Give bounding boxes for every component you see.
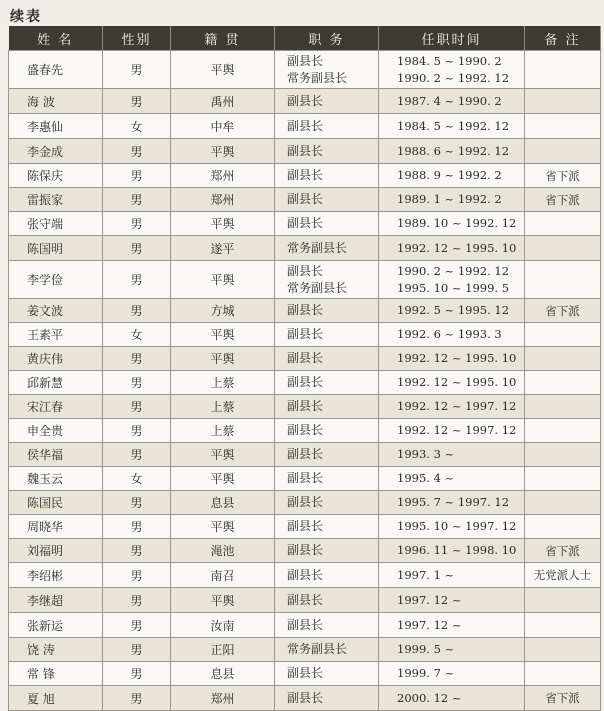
cell-term xyxy=(379,491,525,515)
cell-name: 魏玉云 xyxy=(9,467,103,491)
table-row xyxy=(9,236,601,261)
position-line: 副县长 xyxy=(287,327,324,341)
cell-position xyxy=(275,371,379,395)
cell-origin: 正阳 xyxy=(171,638,275,662)
cell-name: 王素平 xyxy=(9,323,103,347)
cell-name: 侯华福 xyxy=(9,443,103,467)
cell-name: 雷振家 xyxy=(9,188,103,212)
term-line: 1999. 5 ~ xyxy=(397,642,455,656)
cell-term xyxy=(379,164,525,188)
cell-position xyxy=(275,539,379,563)
term-line: 1992. 12 ~ 1995. 10 xyxy=(397,351,517,365)
cell-origin: 方城 xyxy=(171,299,275,323)
table-row xyxy=(9,323,601,347)
cell-gender: 女 xyxy=(103,114,171,139)
cell-term xyxy=(379,347,525,371)
table-row xyxy=(9,139,601,164)
cell-term xyxy=(379,261,525,299)
cell-gender: 男 xyxy=(103,662,171,686)
term-line: 1984. 5 ~ 1990. 2 xyxy=(397,53,502,68)
cell-note xyxy=(525,638,601,662)
cell-name: 李学俭 xyxy=(9,261,103,299)
cell-note: 省下派 xyxy=(525,299,601,323)
position-line: 副县长 xyxy=(287,93,324,108)
position-line: 副县长 xyxy=(287,118,324,133)
term-line: 1995. 10 ~ 1997. 12 xyxy=(397,519,517,533)
cell-term xyxy=(379,212,525,236)
header-origin: 籍 贯 xyxy=(171,26,275,51)
cell-term xyxy=(379,188,525,212)
continued-table-title: 续表 xyxy=(10,9,42,25)
cell-position xyxy=(275,323,379,347)
term-line: 1988. 9 ~ 1992. 2 xyxy=(397,168,502,182)
cell-position xyxy=(275,164,379,188)
cell-gender: 男 xyxy=(103,89,171,114)
cell-term xyxy=(379,395,525,419)
cell-note xyxy=(525,51,601,89)
term-line: 1990. 2 ~ 1992. 12 xyxy=(397,263,510,278)
table-row xyxy=(9,686,601,711)
cell-gender: 男 xyxy=(103,188,171,212)
table-row xyxy=(9,114,601,139)
position-line: 副县长 xyxy=(287,303,324,317)
cell-name: 刘福明 xyxy=(9,539,103,563)
cell-name: 申全贵 xyxy=(9,419,103,443)
header-position: 职 务 xyxy=(275,26,379,51)
cell-origin: 上蔡 xyxy=(171,419,275,443)
cell-origin: 上蔡 xyxy=(171,395,275,419)
cell-term xyxy=(379,563,525,588)
cell-origin: 汝南 xyxy=(171,613,275,638)
cell-name: 陈保庆 xyxy=(9,164,103,188)
term-line: 1992. 12 ~ 1995. 10 xyxy=(397,240,517,255)
cell-position xyxy=(275,515,379,539)
term-line: 1988. 6 ~ 1992. 12 xyxy=(397,143,510,158)
cell-name: 夏 旭 xyxy=(9,686,103,711)
cell-gender: 男 xyxy=(103,347,171,371)
cell-origin: 平舆 xyxy=(171,139,275,164)
position-line: 副县长 xyxy=(287,216,324,230)
cell-gender: 男 xyxy=(103,563,171,588)
position-line: 副县长 xyxy=(287,351,324,365)
term-line: 1987. 4 ~ 1990. 2 xyxy=(397,93,502,108)
cell-term xyxy=(379,686,525,711)
table-row xyxy=(9,164,601,188)
position-line: 副县长 xyxy=(287,617,324,632)
cell-origin: 平舆 xyxy=(171,515,275,539)
cell-note xyxy=(525,491,601,515)
cell-origin: 郑州 xyxy=(171,686,275,711)
position-line: 常务副县长 xyxy=(287,642,348,656)
cell-name: 常 锋 xyxy=(9,662,103,686)
table-row xyxy=(9,613,601,638)
cell-name: 陈国明 xyxy=(9,236,103,261)
cell-term xyxy=(379,323,525,347)
cell-term xyxy=(379,515,525,539)
term-line: 1996. 11 ~ 1998. 10 xyxy=(397,543,517,557)
cell-origin: 平舆 xyxy=(171,443,275,467)
term-line: 1992. 5 ~ 1995. 12 xyxy=(397,303,510,317)
cell-note xyxy=(525,323,601,347)
cell-name: 饶 涛 xyxy=(9,638,103,662)
cell-note xyxy=(525,515,601,539)
position-line: 副县长 xyxy=(287,690,324,705)
position-line: 副县长 xyxy=(287,666,324,680)
cell-origin: 渑池 xyxy=(171,539,275,563)
cell-term xyxy=(379,114,525,139)
position-line: 副县长 xyxy=(287,423,324,437)
cell-position xyxy=(275,89,379,114)
cell-origin: 平舆 xyxy=(171,588,275,613)
table-row xyxy=(9,443,601,467)
position-line: 副县长 xyxy=(287,263,324,278)
term-line: 1992. 12 ~ 1997. 12 xyxy=(397,423,517,437)
position-line: 副县长 xyxy=(287,447,324,461)
cell-position xyxy=(275,491,379,515)
cell-term xyxy=(379,51,525,89)
cell-note xyxy=(525,347,601,371)
cell-note xyxy=(525,588,601,613)
term-line: 1997. 12 ~ xyxy=(397,592,462,607)
cell-position xyxy=(275,299,379,323)
header-name: 姓 名 xyxy=(9,26,103,51)
table-row xyxy=(9,299,601,323)
cell-name: 邱新慧 xyxy=(9,371,103,395)
cell-term xyxy=(379,236,525,261)
cell-note xyxy=(525,212,601,236)
table-row xyxy=(9,188,601,212)
cell-gender: 女 xyxy=(103,323,171,347)
cell-origin: 平舆 xyxy=(171,261,275,299)
cell-note xyxy=(525,443,601,467)
table-row xyxy=(9,662,601,686)
cell-term xyxy=(379,299,525,323)
cell-gender: 男 xyxy=(103,371,171,395)
table-row xyxy=(9,51,601,89)
cell-note xyxy=(525,139,601,164)
position-line: 副县长 xyxy=(287,143,324,158)
table-body xyxy=(9,51,601,711)
cell-note: 省下派 xyxy=(525,686,601,711)
cell-origin: 郑州 xyxy=(171,164,275,188)
cell-gender: 男 xyxy=(103,491,171,515)
cell-origin: 平舆 xyxy=(171,51,275,89)
cell-gender: 男 xyxy=(103,299,171,323)
term-line: 1990. 2 ~ 1992. 12 xyxy=(397,70,510,85)
cell-name: 黄庆伟 xyxy=(9,347,103,371)
cell-position xyxy=(275,467,379,491)
cell-name: 张新运 xyxy=(9,613,103,638)
cell-note xyxy=(525,371,601,395)
cell-gender: 男 xyxy=(103,638,171,662)
cell-name: 李绍彬 xyxy=(9,563,103,588)
cell-position xyxy=(275,563,379,588)
cell-note: 省下派 xyxy=(525,188,601,212)
cell-gender: 女 xyxy=(103,467,171,491)
position-line: 副县长 xyxy=(287,168,324,182)
cell-term xyxy=(379,638,525,662)
page-top-strip xyxy=(0,0,604,24)
cell-term xyxy=(379,419,525,443)
cell-position xyxy=(275,261,379,299)
cell-position xyxy=(275,139,379,164)
cell-origin: 中牟 xyxy=(171,114,275,139)
header-term: 任职时间 xyxy=(379,26,525,51)
cell-name: 海 波 xyxy=(9,89,103,114)
cell-gender: 男 xyxy=(103,613,171,638)
position-line: 副县长 xyxy=(287,192,324,206)
cell-note: 无党派人士 xyxy=(525,563,601,588)
officials-table xyxy=(8,26,601,711)
cell-position xyxy=(275,443,379,467)
cell-name: 陈国民 xyxy=(9,491,103,515)
cell-position xyxy=(275,588,379,613)
cell-origin: 遂平 xyxy=(171,236,275,261)
cell-term xyxy=(379,613,525,638)
position-line: 副县长 xyxy=(287,53,324,68)
cell-gender: 男 xyxy=(103,539,171,563)
cell-origin: 禹州 xyxy=(171,89,275,114)
cell-origin: 南召 xyxy=(171,563,275,588)
cell-note xyxy=(525,89,601,114)
cell-position xyxy=(275,347,379,371)
term-line: 1997. 1 ~ xyxy=(397,567,455,582)
position-line: 副县长 xyxy=(287,543,324,557)
cell-name: 李继超 xyxy=(9,588,103,613)
cell-name: 宋江春 xyxy=(9,395,103,419)
position-line: 副县长 xyxy=(287,567,324,582)
header-gender: 性别 xyxy=(103,26,171,51)
cell-origin: 平舆 xyxy=(171,347,275,371)
cell-name: 姜文波 xyxy=(9,299,103,323)
position-line: 副县长 xyxy=(287,399,324,413)
cell-position xyxy=(275,188,379,212)
cell-gender: 男 xyxy=(103,164,171,188)
table-row xyxy=(9,89,601,114)
cell-origin: 平舆 xyxy=(171,212,275,236)
cell-gender: 男 xyxy=(103,51,171,89)
term-line: 1995. 4 ~ xyxy=(397,471,455,485)
position-line: 副县长 xyxy=(287,471,324,485)
cell-term xyxy=(379,89,525,114)
term-line: 1995. 10 ~ 1999. 5 xyxy=(397,280,510,295)
cell-origin: 息县 xyxy=(171,491,275,515)
cell-gender: 男 xyxy=(103,443,171,467)
cell-position xyxy=(275,419,379,443)
table-row xyxy=(9,261,601,299)
cell-name: 李金成 xyxy=(9,139,103,164)
table-row xyxy=(9,539,601,563)
term-line: 2000. 12 ~ xyxy=(397,690,462,705)
term-line: 1989. 10 ~ 1992. 12 xyxy=(397,216,517,230)
cell-gender: 男 xyxy=(103,236,171,261)
cell-gender: 男 xyxy=(103,419,171,443)
position-line: 副县长 xyxy=(287,375,324,389)
cell-note xyxy=(525,467,601,491)
position-line: 常务副县长 xyxy=(287,280,348,295)
table-row xyxy=(9,638,601,662)
cell-name: 张守端 xyxy=(9,212,103,236)
position-line: 常务副县长 xyxy=(287,240,348,255)
term-line: 1993. 3 ~ xyxy=(397,447,455,461)
cell-term xyxy=(379,539,525,563)
cell-note xyxy=(525,395,601,419)
term-line: 1992. 12 ~ 1997. 12 xyxy=(397,399,517,413)
position-line: 常务副县长 xyxy=(287,70,348,85)
table-row xyxy=(9,371,601,395)
table-row xyxy=(9,212,601,236)
cell-position xyxy=(275,51,379,89)
position-line: 副县长 xyxy=(287,495,324,509)
cell-name: 李惠仙 xyxy=(9,114,103,139)
cell-term xyxy=(379,467,525,491)
cell-note xyxy=(525,662,601,686)
cell-term xyxy=(379,371,525,395)
term-line: 1992. 12 ~ 1995. 10 xyxy=(397,375,517,389)
cell-note xyxy=(525,419,601,443)
table-row xyxy=(9,395,601,419)
cell-origin: 平舆 xyxy=(171,323,275,347)
table-row xyxy=(9,588,601,613)
cell-term xyxy=(379,139,525,164)
cell-note: 省下派 xyxy=(525,164,601,188)
header-note: 备 注 xyxy=(525,26,601,51)
cell-note: 省下派 xyxy=(525,539,601,563)
cell-gender: 男 xyxy=(103,395,171,419)
table-row xyxy=(9,491,601,515)
cell-position xyxy=(275,395,379,419)
cell-name: 周晓华 xyxy=(9,515,103,539)
term-line: 1989. 1 ~ 1992. 2 xyxy=(397,192,502,206)
cell-position xyxy=(275,613,379,638)
cell-note xyxy=(525,613,601,638)
cell-position xyxy=(275,212,379,236)
cell-note xyxy=(525,114,601,139)
table-row xyxy=(9,419,601,443)
cell-position xyxy=(275,114,379,139)
cell-name: 盛春先 xyxy=(9,51,103,89)
cell-position xyxy=(275,236,379,261)
cell-gender: 男 xyxy=(103,212,171,236)
cell-gender: 男 xyxy=(103,261,171,299)
table-row xyxy=(9,467,601,491)
cell-position xyxy=(275,638,379,662)
cell-note xyxy=(525,261,601,299)
cell-origin: 息县 xyxy=(171,662,275,686)
cell-gender: 男 xyxy=(103,139,171,164)
table-row xyxy=(9,347,601,371)
cell-note xyxy=(525,236,601,261)
term-line: 1992. 6 ~ 1993. 3 xyxy=(397,327,502,341)
cell-term xyxy=(379,443,525,467)
term-line: 1999. 7 ~ xyxy=(397,666,455,680)
cell-position xyxy=(275,686,379,711)
term-line: 1995. 7 ~ 1997. 12 xyxy=(397,495,510,509)
table-row xyxy=(9,515,601,539)
term-line: 1984. 5 ~ 1992. 12 xyxy=(397,118,510,133)
position-line: 副县长 xyxy=(287,519,324,533)
table-header-row xyxy=(9,26,601,51)
cell-gender: 男 xyxy=(103,515,171,539)
cell-origin: 郑州 xyxy=(171,188,275,212)
term-line: 1997. 12 ~ xyxy=(397,617,462,632)
position-line: 副县长 xyxy=(287,592,324,607)
cell-origin: 上蔡 xyxy=(171,371,275,395)
cell-gender: 男 xyxy=(103,686,171,711)
cell-position xyxy=(275,662,379,686)
cell-term xyxy=(379,588,525,613)
cell-origin: 平舆 xyxy=(171,467,275,491)
cell-term xyxy=(379,662,525,686)
cell-gender: 男 xyxy=(103,588,171,613)
table-row xyxy=(9,563,601,588)
